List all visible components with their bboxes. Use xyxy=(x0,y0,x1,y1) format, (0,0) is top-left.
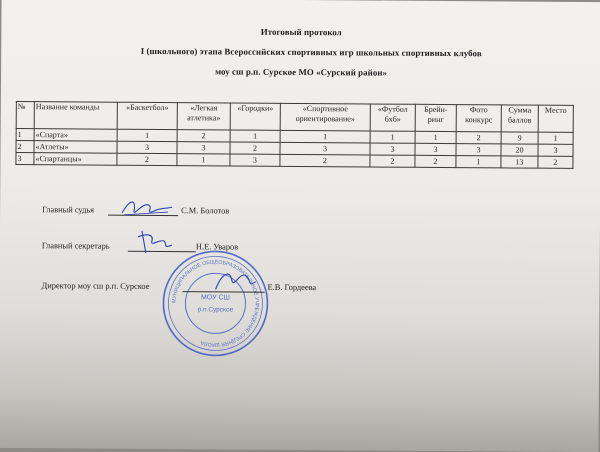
table-cell: 1 xyxy=(117,129,177,141)
column-header: «Легкая атлетика» xyxy=(177,103,230,130)
table-cell: 3 xyxy=(230,154,280,166)
judge-name: С.М. Болотов xyxy=(181,206,230,216)
results-table xyxy=(15,101,573,169)
column-header: Название команды xyxy=(34,102,117,130)
column-header: «Баскетбол» xyxy=(117,102,177,129)
column-header: Место xyxy=(538,105,573,132)
stamp-ring-text: МУНИЦИПАЛЬНОЕ ОБЩЕОБРАЗОВАТЕЛЬНОЕ УЧРЕЖДЕНИЕ СРЕДНЯЯ ШКОЛА xyxy=(171,259,260,348)
column-header: Брейн-ринг xyxy=(415,104,456,131)
table-cell: «Спарта» xyxy=(34,129,117,142)
director-name: Е.В. Гордеева xyxy=(267,282,317,293)
table-cell: 3 xyxy=(415,143,456,155)
table-header-row xyxy=(16,102,573,133)
table-cell: 1 xyxy=(280,130,370,143)
table-row xyxy=(16,153,573,169)
table-cell: 1 xyxy=(538,132,573,144)
secretary-label: Главный секретарь xyxy=(41,241,110,251)
table-cell: 3 xyxy=(177,142,230,154)
table-cell: 1 xyxy=(456,156,501,168)
table-cell: «Спартанцы» xyxy=(34,153,117,166)
document-subtitle: I (школьного) этапа Всероссийских спортивных игр школьных спортивных клубов xyxy=(140,45,482,59)
table-cell: 2 xyxy=(16,141,34,153)
table-cell: 1 xyxy=(415,131,456,143)
table-cell: 9 xyxy=(501,132,538,144)
table-cell: 3 xyxy=(370,143,415,155)
school-name: моу сш р.п. Сурское МО «Сурский район» xyxy=(215,66,388,78)
table-cell: 2 xyxy=(230,142,280,154)
column-header: «Городки» xyxy=(230,103,280,130)
director-label: Директор моу сш р.п. Сурское xyxy=(41,281,150,291)
table-cell: 2 xyxy=(280,154,370,167)
table-cell: 3 xyxy=(280,142,370,155)
table-cell: «Атлеты» xyxy=(34,141,117,154)
table-cell: 1 xyxy=(177,154,230,166)
stamp-center-text: МОУ СШ xyxy=(200,294,231,302)
table-cell: 2 xyxy=(370,155,415,167)
column-header: Фото конкурс xyxy=(456,105,501,132)
official-stamp xyxy=(159,247,272,360)
stamp-town-text: р.п.Сурское xyxy=(197,306,234,314)
table-cell: 1 xyxy=(370,131,415,143)
table-cell: 2 xyxy=(117,153,177,165)
secretary-name: Н.Е. Уваров xyxy=(195,242,239,252)
table-cell: 20 xyxy=(501,144,538,156)
column-header: № xyxy=(16,102,34,129)
table-cell: 13 xyxy=(501,156,538,168)
column-header: «Футбол 6х6» xyxy=(370,104,415,131)
table-cell: 1 xyxy=(230,130,280,142)
document-title: Итоговый протокол xyxy=(260,26,342,38)
column-header: Сумма баллов xyxy=(501,105,538,132)
table-cell: 3 xyxy=(117,141,177,153)
table-cell: 2 xyxy=(177,130,230,142)
table-cell: 3 xyxy=(16,153,34,165)
table-cell: 2 xyxy=(456,132,501,144)
table-cell: 2 xyxy=(415,155,456,167)
column-header: «Спортивное ориентирование» xyxy=(280,103,370,131)
director-signature xyxy=(212,265,260,295)
table-cell: 1 xyxy=(16,129,34,141)
judge-signature xyxy=(118,195,174,221)
table-cell: 3 xyxy=(456,144,501,156)
table-cell: 2 xyxy=(538,156,573,168)
table-cell: 3 xyxy=(538,144,573,156)
judge-label: Главный судья xyxy=(42,205,95,215)
